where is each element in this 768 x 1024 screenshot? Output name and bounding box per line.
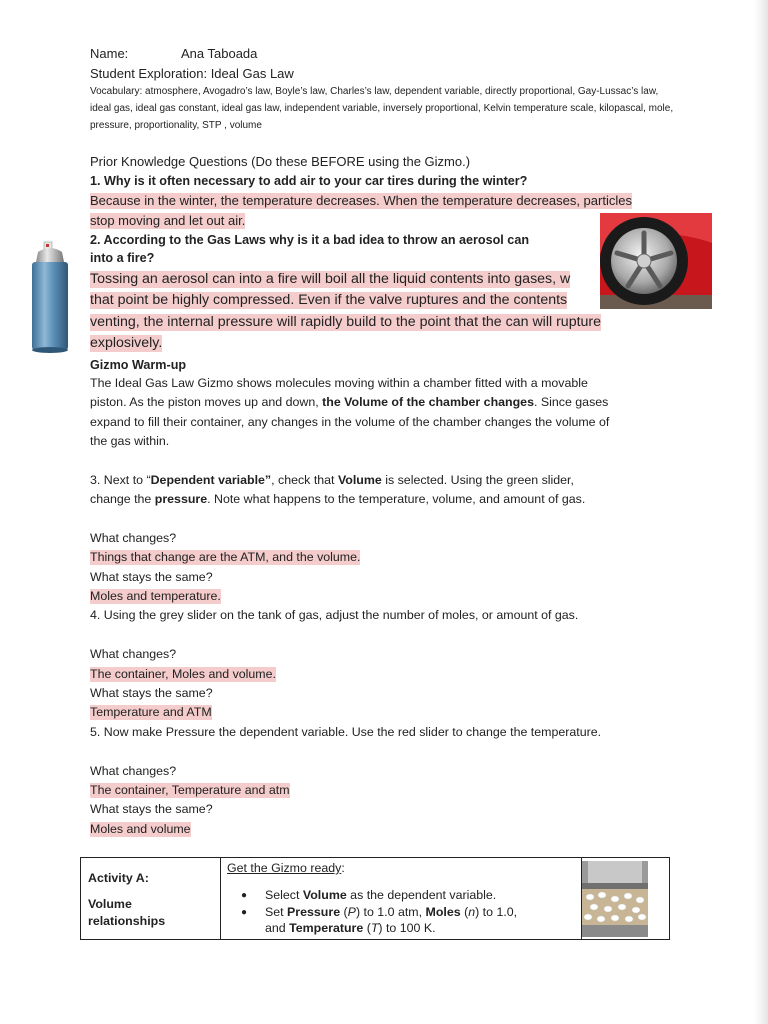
q5-stays-answer: Moles and volume (90, 822, 191, 836)
q3-changes-answer: Things that change are the ATM, and the volume. (90, 550, 361, 564)
get-gizmo-ready: Get the Gizmo ready: (227, 861, 345, 875)
activity-a-table (80, 857, 670, 940)
gizmo-chamber-image (582, 861, 648, 937)
warmup-paragraph-line-1: The Ideal Gas Law Gizmo shows molecules moving within a chamber fitted with a movable (90, 376, 588, 390)
warmup-paragraph-line-3: expand to fill their container, any changes in the volume of the chamber changes the volume of (90, 415, 610, 429)
name-value: Ana Taboada (181, 46, 258, 61)
car-tire-image (600, 213, 712, 309)
name-label: Name: (90, 46, 129, 61)
setup-item-temperature: and Temperature (T) to 100 K. (265, 921, 436, 935)
answer-2-line-4: explosively. (90, 335, 163, 351)
activity-subtitle-line-2: relationships (88, 914, 166, 928)
aerosol-can-image (28, 240, 72, 354)
q4-what-stays: What stays the same? (90, 686, 213, 700)
q5-what-stays: What stays the same? (90, 802, 213, 816)
question-3-line-2: change the pressure. Note what happens to the temperature, volume, and amount of gas. (90, 492, 586, 506)
question-2-line-1: 2. According to the Gas Laws why is it a bad idea to throw an aerosol can (90, 233, 530, 247)
page-edge (754, 0, 768, 1024)
q4-what-changes: What changes? (90, 647, 177, 661)
answer-1-line-2: stop moving and let out air. (90, 213, 246, 228)
answer-1-line-1: Because in the winter, the temperature decreases. When the temperature decreases, particles (90, 193, 632, 208)
setup-item-volume: ● Select Volume as the dependent variable. (221, 887, 581, 904)
activity-instructions-cell (221, 858, 582, 939)
q5-what-changes: What changes? (90, 764, 177, 778)
question-2-line-2: into a fire? (90, 251, 155, 265)
q4-stays-answer: Temperature and ATM (90, 705, 212, 719)
prior-knowledge-heading: Prior Knowledge Questions (Do these BEFORE using the Gizmo.) (90, 154, 471, 169)
vocabulary-list: Vocabulary: atmosphere, Avogadro’s law, Boyle’s law, Charles’s law, dependent variable, directly proportional, Gay-Lussac’s law, ideal gas, ideal gas constant, ideal gas law, independent variable, inversely proportional, Kelvin temperature scale, kilopascal, mole, pressure, proportionality, STP , volume (90, 86, 674, 131)
activity-subtitle-line-1: Volume (88, 897, 132, 911)
q5-changes-answer: The container, Temperature and atm (90, 783, 290, 797)
warmup-paragraph-line-2: piston. As the piston moves up and down, the Volume of the chamber changes. Since gases (90, 395, 609, 409)
setup-list (221, 887, 581, 921)
answer-2-line-3: venting, the internal pressure will rapidly build to the point that the can will rupture (90, 314, 602, 330)
question-4: 4. Using the grey slider on the tank of gas, adjust the number of moles, or amount of gas. (90, 608, 579, 622)
worksheet-title: Student Exploration: Ideal Gas Law (90, 66, 294, 81)
warmup-paragraph-line-4: the gas within. (90, 434, 170, 448)
answer-2-line-2: that point be highly compressed. Even if the valve ruptures and the contents (90, 292, 568, 308)
q3-what-stays: What stays the same? (90, 570, 213, 584)
activity-title: Activity A: (88, 871, 149, 885)
q3-what-changes: What changes? (90, 531, 177, 545)
warmup-heading: Gizmo Warm-up (90, 358, 187, 372)
q3-stays-answer: Moles and temperature. (90, 589, 221, 603)
question-3-line-1: 3. Next to “Dependent variable”, check that Volume is selected. Using the green slider, (90, 473, 574, 487)
q4-changes-answer: The container, Moles and volume. (90, 667, 276, 681)
activity-image-cell (582, 858, 670, 939)
question-1: 1. Why is it often necessary to add air to your car tires during the winter? (90, 174, 528, 188)
setup-item-pressure-moles: ● Set Pressure (P) to 1.0 atm, Moles (n) to 1.0, (221, 904, 581, 921)
answer-2-line-1: Tossing an aerosol can into a fire will boil all the liquid contents into gases, w (90, 271, 571, 287)
question-5: 5. Now make Pressure the dependent variable. Use the red slider to change the temperature. (90, 725, 602, 739)
activity-title-cell (81, 858, 221, 939)
